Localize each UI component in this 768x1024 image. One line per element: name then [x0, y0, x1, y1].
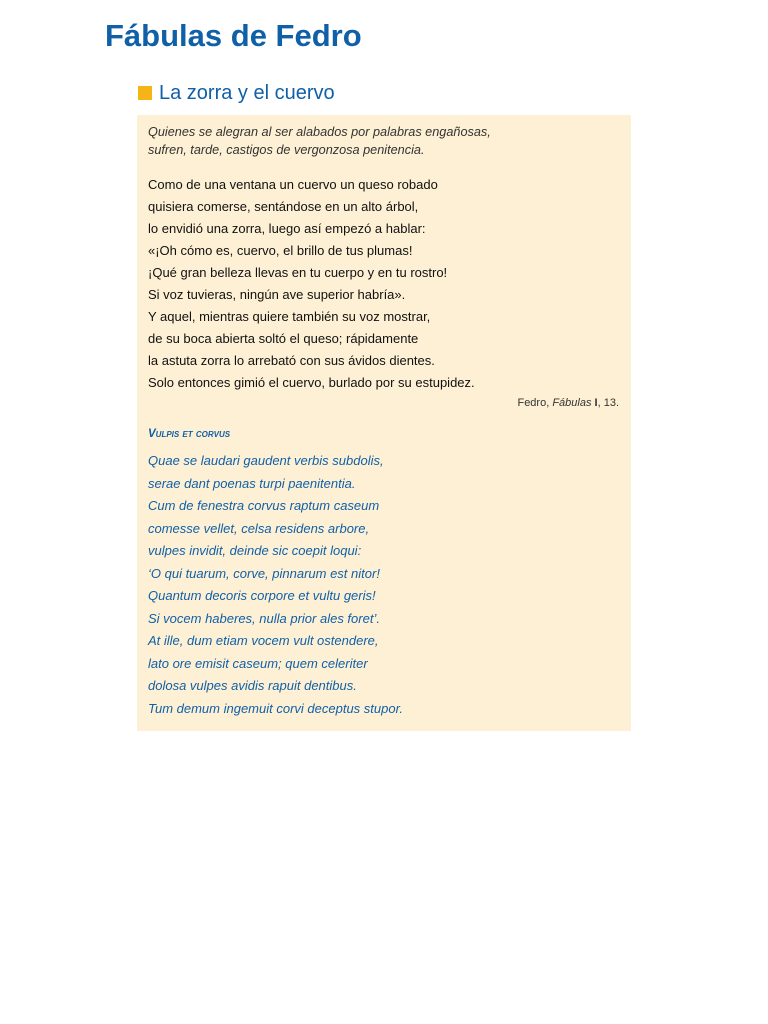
latin-line: vulpes invidit, deinde sic coepit loqui:	[148, 543, 362, 558]
latin-title: Vulpis et corvus	[148, 428, 231, 440]
citation	[517, 395, 619, 411]
citation-author: Fedro,	[517, 397, 553, 409]
latin-line: At ille, dum etiam vocem vult ostendere,	[148, 633, 379, 648]
poem-line: Si voz tuvieras, ningún ave superior habría».	[148, 287, 406, 302]
citation-book: I	[591, 397, 598, 409]
citation-work: Fábulas	[552, 397, 592, 409]
latin-line: Quantum decoris corpore et vultu geris!	[148, 588, 376, 603]
latin-line: Cum de fenestra corvus raptum caseum	[148, 498, 380, 513]
epigraph-line: sufren, tarde, castigos de vergonzosa penitencia.	[148, 143, 425, 157]
page-title: Fábulas de Fedro	[105, 18, 362, 53]
latin-line: Tum demum ingemuit corvi deceptus stupor.	[148, 700, 404, 716]
latin-line: ‘O qui tuarum, corve, pinnarum est nitor!	[148, 565, 380, 581]
latin-poem	[148, 450, 403, 720]
poem-line: Y aquel, mientras quiere también su voz mostrar,	[148, 309, 431, 324]
section-header	[138, 80, 335, 106]
fable-text-box	[137, 115, 631, 731]
epigraph	[148, 123, 491, 159]
poem-line: quisiera comerse, sentándose en un alto árbol,	[148, 199, 419, 214]
citation-ref: , 13.	[597, 397, 619, 409]
latin-line: Si vocem haberes, nulla prior ales foret’.	[148, 610, 380, 626]
latin-line: serae dant poenas turpi paenitentia.	[148, 475, 356, 491]
latin-line: Quae se laudari gaudent verbis subdolis,	[148, 453, 384, 468]
poem-line: Como de una ventana un cuervo un queso robado	[148, 177, 438, 192]
poem-line: «¡Oh cómo es, cuervo, el brillo de tus plumas!	[148, 243, 413, 258]
epigraph-line: Quienes se alegran al ser alabados por palabras engañosas,	[148, 125, 491, 139]
poem-line: la astuta zorra lo arrebató con sus ávidos dientes.	[148, 353, 435, 368]
latin-line: lato ore emisit caseum; quem celeriter	[148, 655, 368, 671]
square-bullet-icon	[138, 86, 152, 100]
section-title: La zorra y el cuervo	[159, 82, 335, 104]
latin-line: comesse vellet, celsa residens arbore,	[148, 520, 370, 536]
poem-line: de su boca abierta soltó el queso; rápidamente	[148, 331, 419, 346]
poem-line: ¡Qué gran belleza llevas en tu cuerpo y en tu rostro!	[148, 265, 448, 280]
poem-line: Solo entonces gimió el cuervo, burlado por su estupidez.	[148, 375, 475, 390]
latin-line: dolosa vulpes avidis rapuit dentibus.	[148, 678, 357, 693]
poem-line: lo envidió una zorra, luego así empezó a hablar:	[148, 221, 426, 236]
spanish-poem	[148, 174, 475, 394]
